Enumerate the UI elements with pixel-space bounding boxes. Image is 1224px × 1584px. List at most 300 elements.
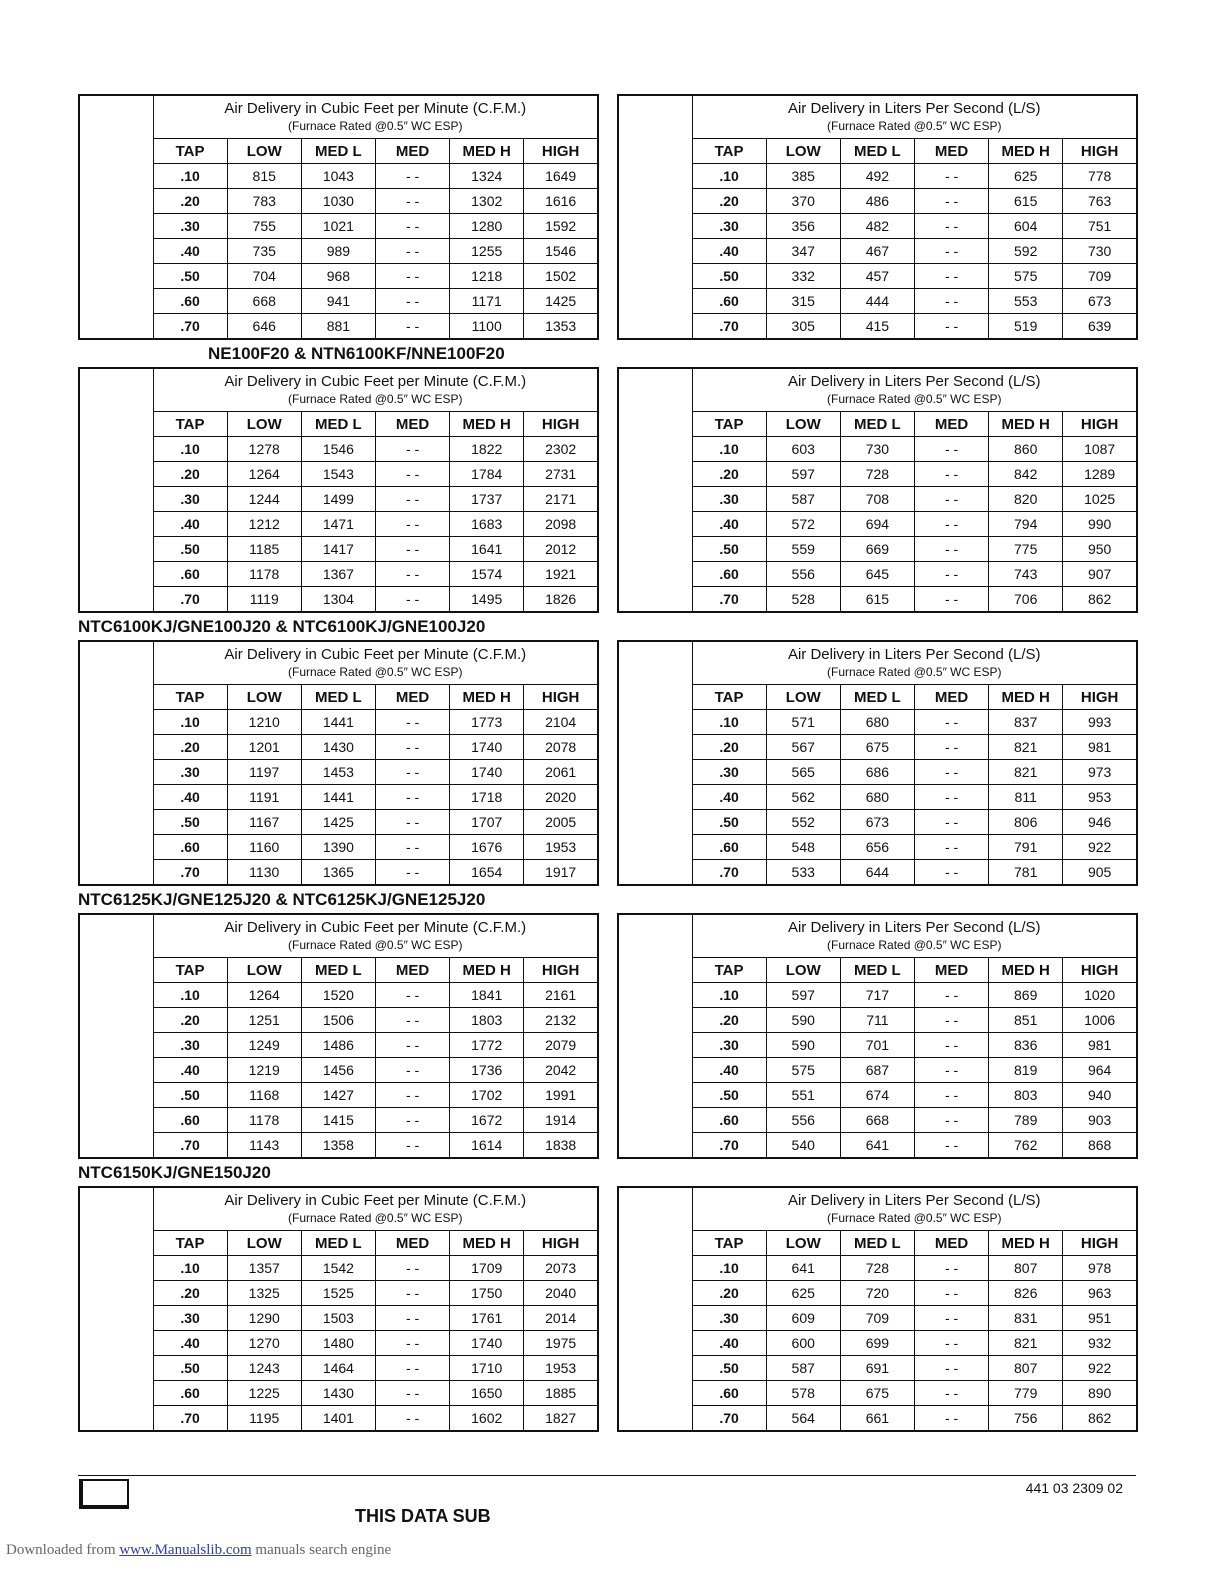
column-header: TAP <box>692 685 766 710</box>
value-cell: 1218 <box>450 264 524 289</box>
value-cell: 781 <box>989 860 1063 886</box>
value-cell: - - <box>375 983 449 1008</box>
value-cell: 332 <box>766 264 840 289</box>
value-cell: - - <box>375 1281 449 1306</box>
value-cell: 565 <box>766 760 840 785</box>
value-cell: 1171 <box>450 289 524 314</box>
tap-cell: .70 <box>153 587 227 613</box>
table-pair <box>78 367 1138 613</box>
value-cell: - - <box>914 1331 988 1356</box>
value-cell: 708 <box>840 487 914 512</box>
cfm-table <box>78 94 599 340</box>
value-cell: 821 <box>989 735 1063 760</box>
value-cell: 1025 <box>1063 487 1137 512</box>
value-cell: 656 <box>840 835 914 860</box>
value-cell: 1358 <box>301 1133 375 1159</box>
table-row <box>79 1331 598 1356</box>
value-cell: 590 <box>766 1008 840 1033</box>
value-cell: - - <box>375 437 449 462</box>
table-row <box>618 264 1137 289</box>
value-cell: 922 <box>1063 835 1137 860</box>
table-row <box>618 214 1137 239</box>
ls-header <box>692 641 1137 685</box>
table-row <box>618 537 1137 562</box>
column-header: HIGH <box>524 958 598 983</box>
table-row <box>79 239 598 264</box>
table-pair <box>78 94 1138 340</box>
column-header-row <box>618 685 1137 710</box>
value-cell: 1365 <box>301 860 375 886</box>
value-cell: - - <box>914 710 988 735</box>
ls-table <box>617 94 1138 340</box>
value-cell: 1683 <box>450 512 524 537</box>
blank-cell <box>79 368 153 612</box>
value-cell: 551 <box>766 1083 840 1108</box>
column-header: LOW <box>766 958 840 983</box>
cfm-table <box>78 367 599 613</box>
cfm-header <box>153 95 598 139</box>
table-title: Air Delivery in Liters Per Second (L/S) <box>787 646 1041 663</box>
value-cell: 1043 <box>301 164 375 189</box>
value-cell: 1740 <box>450 735 524 760</box>
value-cell: - - <box>914 1133 988 1159</box>
value-cell: 1736 <box>450 1058 524 1083</box>
value-cell: 2104 <box>524 710 598 735</box>
value-cell: 572 <box>766 512 840 537</box>
value-cell: 1427 <box>301 1083 375 1108</box>
value-cell: - - <box>914 264 988 289</box>
table-row <box>79 487 598 512</box>
value-cell: 1574 <box>450 562 524 587</box>
blank-cell <box>618 641 692 885</box>
table-subtitle: (Furnace Rated @0.5″ WC ESP) <box>288 392 463 406</box>
column-header: MED L <box>840 139 914 164</box>
value-cell: 953 <box>1063 785 1137 810</box>
ls-header <box>692 1187 1137 1231</box>
value-cell: 837 <box>989 710 1063 735</box>
table-pair <box>78 1186 1138 1432</box>
tap-cell: .30 <box>153 214 227 239</box>
value-cell: 1415 <box>301 1108 375 1133</box>
value-cell: 1119 <box>227 587 301 613</box>
value-cell: 728 <box>840 1256 914 1281</box>
value-cell: 709 <box>1063 264 1137 289</box>
column-header: MED <box>375 1231 449 1256</box>
tap-cell: .40 <box>692 512 766 537</box>
tap-cell: .30 <box>692 487 766 512</box>
tap-cell: .10 <box>692 1256 766 1281</box>
value-cell: 1822 <box>450 437 524 462</box>
value-cell: 842 <box>989 462 1063 487</box>
cfm-header <box>153 641 598 685</box>
column-header: MED H <box>450 685 524 710</box>
table-title: Air Delivery in Cubic Feet per Minute (C.F.M.) <box>224 100 527 117</box>
table-row <box>618 735 1137 760</box>
tap-cell: .60 <box>153 289 227 314</box>
column-header: TAP <box>692 139 766 164</box>
value-cell: - - <box>914 537 988 562</box>
value-cell: 756 <box>989 1406 1063 1432</box>
tap-cell: .70 <box>692 1133 766 1159</box>
value-cell: 819 <box>989 1058 1063 1083</box>
value-cell: 1441 <box>301 785 375 810</box>
value-cell: 1546 <box>301 437 375 462</box>
column-header: MED <box>375 958 449 983</box>
value-cell: 946 <box>1063 810 1137 835</box>
value-cell: - - <box>375 264 449 289</box>
table-row <box>79 537 598 562</box>
value-cell: 571 <box>766 710 840 735</box>
value-cell: 1006 <box>1063 1008 1137 1033</box>
value-cell: 548 <box>766 835 840 860</box>
value-cell: 1543 <box>301 462 375 487</box>
table-row <box>79 314 598 340</box>
tap-cell: .40 <box>153 785 227 810</box>
blank-cell <box>79 914 153 1158</box>
value-cell: 1546 <box>524 239 598 264</box>
value-cell: 869 <box>989 983 1063 1008</box>
value-cell: - - <box>914 810 988 835</box>
value-cell: - - <box>914 1083 988 1108</box>
column-header: LOW <box>227 1231 301 1256</box>
value-cell: 1178 <box>227 1108 301 1133</box>
value-cell: 1953 <box>524 1356 598 1381</box>
value-cell: - - <box>375 587 449 613</box>
value-cell: 981 <box>1063 735 1137 760</box>
column-header: MED <box>375 139 449 164</box>
value-cell: 704 <box>227 264 301 289</box>
tap-cell: .40 <box>153 512 227 537</box>
value-cell: 1030 <box>301 189 375 214</box>
value-cell: 1499 <box>301 487 375 512</box>
table-row <box>618 587 1137 613</box>
value-cell: 1542 <box>301 1256 375 1281</box>
value-cell: 668 <box>840 1108 914 1133</box>
value-cell: 2078 <box>524 735 598 760</box>
value-cell: 783 <box>227 189 301 214</box>
value-cell: 789 <box>989 1108 1063 1133</box>
column-header: MED H <box>450 139 524 164</box>
value-cell: 675 <box>840 735 914 760</box>
column-header: TAP <box>692 958 766 983</box>
value-cell: 1480 <box>301 1331 375 1356</box>
column-header: MED L <box>301 139 375 164</box>
column-header: MED H <box>450 412 524 437</box>
tap-cell: .20 <box>692 189 766 214</box>
value-cell: 709 <box>840 1306 914 1331</box>
column-header: MED L <box>840 412 914 437</box>
value-cell: 973 <box>1063 760 1137 785</box>
value-cell: 826 <box>989 1281 1063 1306</box>
value-cell: 1430 <box>301 735 375 760</box>
table-title: Air Delivery in Cubic Feet per Minute (C.F.M.) <box>224 646 527 663</box>
tap-cell: .40 <box>692 785 766 810</box>
value-cell: 951 <box>1063 1306 1137 1331</box>
value-cell: 2132 <box>524 1008 598 1033</box>
value-cell: - - <box>375 239 449 264</box>
column-header: LOW <box>766 1231 840 1256</box>
tap-cell: .50 <box>692 264 766 289</box>
cfm-table <box>78 913 599 1159</box>
value-cell: 641 <box>766 1256 840 1281</box>
value-cell: 597 <box>766 462 840 487</box>
tap-cell: .40 <box>692 239 766 264</box>
value-cell: - - <box>914 587 988 613</box>
column-header: HIGH <box>524 139 598 164</box>
value-cell: 1525 <box>301 1281 375 1306</box>
value-cell: 1614 <box>450 1133 524 1159</box>
table-row <box>79 462 598 487</box>
value-cell: 600 <box>766 1331 840 1356</box>
value-cell: - - <box>375 1306 449 1331</box>
value-cell: 778 <box>1063 164 1137 189</box>
value-cell: - - <box>914 1108 988 1133</box>
blank-cell <box>79 641 153 885</box>
value-cell: 1244 <box>227 487 301 512</box>
value-cell: 706 <box>989 587 1063 613</box>
table-subtitle: (Furnace Rated @0.5″ WC ESP) <box>288 665 463 679</box>
table-row <box>618 1008 1137 1033</box>
value-cell: 964 <box>1063 1058 1137 1083</box>
value-cell: - - <box>914 1381 988 1406</box>
tap-cell: .60 <box>153 835 227 860</box>
blank-cell <box>79 1187 153 1431</box>
table-row <box>618 1058 1137 1083</box>
tap-cell: .60 <box>153 1108 227 1133</box>
value-cell: 492 <box>840 164 914 189</box>
value-cell: 1885 <box>524 1381 598 1406</box>
tap-cell: .50 <box>153 810 227 835</box>
value-cell: - - <box>375 164 449 189</box>
column-header: MED <box>914 412 988 437</box>
value-cell: 1506 <box>301 1008 375 1033</box>
value-cell: 1195 <box>227 1406 301 1432</box>
value-cell: 1503 <box>301 1306 375 1331</box>
value-cell: 603 <box>766 437 840 462</box>
download-line <box>6 1542 391 1559</box>
value-cell: 1750 <box>450 1281 524 1306</box>
tap-cell: .10 <box>692 437 766 462</box>
column-header: MED L <box>840 1231 914 1256</box>
value-cell: 2014 <box>524 1306 598 1331</box>
tap-cell: .10 <box>153 1256 227 1281</box>
value-cell: - - <box>914 1033 988 1058</box>
value-cell: 2061 <box>524 760 598 785</box>
column-header: MED L <box>840 685 914 710</box>
value-cell: 1021 <box>301 214 375 239</box>
column-header: MED L <box>301 685 375 710</box>
column-header: HIGH <box>524 685 598 710</box>
value-cell: 686 <box>840 760 914 785</box>
value-cell: 567 <box>766 735 840 760</box>
value-cell: 862 <box>1087 591 1112 607</box>
value-cell: 1243 <box>227 1356 301 1381</box>
table-sections <box>78 94 1138 1432</box>
value-cell: 791 <box>989 835 1063 860</box>
value-cell: 751 <box>1063 214 1137 239</box>
value-cell: - - <box>914 1406 988 1432</box>
table-row <box>79 437 598 462</box>
value-cell: 1803 <box>450 1008 524 1033</box>
value-cell: - - <box>375 562 449 587</box>
value-cell: 730 <box>840 437 914 462</box>
table-subtitle: (Furnace Rated @0.5″ WC ESP) <box>827 392 1002 406</box>
column-header: TAP <box>153 139 227 164</box>
table-row <box>618 512 1137 537</box>
value-cell: 315 <box>766 289 840 314</box>
table-row <box>79 835 598 860</box>
table-row <box>79 1058 598 1083</box>
table-row <box>79 1133 598 1159</box>
value-cell: 687 <box>840 1058 914 1083</box>
value-cell: 615 <box>989 189 1063 214</box>
value-cell: 1353 <box>545 318 577 334</box>
value-cell: 646 <box>227 314 301 340</box>
column-header: LOW <box>227 412 301 437</box>
value-cell: 820 <box>989 487 1063 512</box>
value-cell: - - <box>375 810 449 835</box>
value-cell: - - <box>375 1033 449 1058</box>
value-cell: 851 <box>989 1008 1063 1033</box>
tap-cell: .20 <box>153 462 227 487</box>
tap-cell: .60 <box>692 1381 766 1406</box>
column-header: LOW <box>227 958 301 983</box>
column-header: MED <box>914 958 988 983</box>
tap-cell: .20 <box>153 189 227 214</box>
value-cell: 1143 <box>227 1133 301 1159</box>
value-cell: 821 <box>989 1331 1063 1356</box>
table-row <box>79 1406 598 1432</box>
value-cell: - - <box>914 462 988 487</box>
value-cell: - - <box>914 835 988 860</box>
value-cell: 1702 <box>450 1083 524 1108</box>
table-subtitle: (Furnace Rated @0.5″ WC ESP) <box>288 1211 463 1225</box>
value-cell: 587 <box>766 1356 840 1381</box>
value-cell: 1718 <box>450 785 524 810</box>
value-cell: 779 <box>989 1381 1063 1406</box>
tap-cell: .50 <box>153 537 227 562</box>
value-cell: 890 <box>1063 1381 1137 1406</box>
tap-cell: .60 <box>692 562 766 587</box>
value-cell: - - <box>914 760 988 785</box>
value-cell: 905 <box>1087 864 1112 880</box>
value-cell: 673 <box>1063 289 1137 314</box>
value-cell: - - <box>375 314 449 340</box>
value-cell: 755 <box>227 214 301 239</box>
table-row <box>79 1256 598 1281</box>
value-cell: 575 <box>766 1058 840 1083</box>
table-row <box>79 810 598 835</box>
table-row <box>79 983 598 1008</box>
value-cell: 1502 <box>524 264 598 289</box>
tap-cell: .20 <box>153 1008 227 1033</box>
table-pair <box>78 913 1138 1159</box>
table-row <box>79 289 598 314</box>
column-header-row <box>79 412 598 437</box>
value-cell: 699 <box>840 1331 914 1356</box>
table-pair <box>78 640 1138 886</box>
value-cell: 1453 <box>301 760 375 785</box>
value-cell: 1602 <box>450 1406 524 1432</box>
value-cell: 533 <box>766 860 840 886</box>
table-row <box>618 710 1137 735</box>
value-cell: 2020 <box>524 785 598 810</box>
value-cell: 806 <box>989 810 1063 835</box>
value-cell: 868 <box>1087 1137 1112 1153</box>
value-cell: 1921 <box>524 562 598 587</box>
column-header: TAP <box>692 412 766 437</box>
value-cell: 1917 <box>545 864 577 880</box>
value-cell: 763 <box>1063 189 1137 214</box>
column-header-row <box>618 139 1137 164</box>
value-cell: 807 <box>989 1356 1063 1381</box>
tap-cell: .20 <box>692 1008 766 1033</box>
blank-cell <box>618 95 692 339</box>
value-cell: 968 <box>301 264 375 289</box>
manualslib-link[interactable]: www.Manualslib.com <box>119 1542 252 1558</box>
tap-cell: .60 <box>692 1108 766 1133</box>
tap-cell: .20 <box>692 735 766 760</box>
value-cell: 562 <box>766 785 840 810</box>
value-cell: - - <box>375 487 449 512</box>
value-cell: 1201 <box>227 735 301 760</box>
table-row <box>79 785 598 810</box>
column-header: MED <box>914 685 988 710</box>
value-cell: 717 <box>840 983 914 1008</box>
value-cell: 1417 <box>301 537 375 562</box>
value-cell: 691 <box>840 1356 914 1381</box>
value-cell: 1168 <box>227 1083 301 1108</box>
table-row <box>618 1133 1137 1159</box>
value-cell: 592 <box>989 239 1063 264</box>
section-title: NTC6125KJ/GNE125J20 & NTC6125KJ/GNE125J20 <box>78 890 486 909</box>
value-cell: - - <box>914 1281 988 1306</box>
value-cell: 1740 <box>450 1331 524 1356</box>
value-cell: 604 <box>989 214 1063 239</box>
value-cell: - - <box>375 785 449 810</box>
table-row <box>79 189 598 214</box>
value-cell: 1520 <box>301 983 375 1008</box>
value-cell: - - <box>375 1406 449 1432</box>
value-cell: 1255 <box>450 239 524 264</box>
value-cell: 1740 <box>450 760 524 785</box>
table-row <box>618 1108 1137 1133</box>
column-header: MED H <box>989 685 1063 710</box>
value-cell: 668 <box>227 289 301 314</box>
value-cell: 467 <box>840 239 914 264</box>
column-header: LOW <box>766 412 840 437</box>
value-cell: 641 <box>840 1133 914 1159</box>
value-cell: 1495 <box>450 587 524 613</box>
column-header: MED H <box>989 412 1063 437</box>
column-header: HIGH <box>524 412 598 437</box>
table-row <box>79 214 598 239</box>
table-row <box>618 1083 1137 1108</box>
ls-table <box>617 367 1138 613</box>
value-cell: 1914 <box>524 1108 598 1133</box>
value-cell: 811 <box>989 785 1063 810</box>
tap-cell: .10 <box>153 983 227 1008</box>
value-cell: 1672 <box>450 1108 524 1133</box>
table-row <box>618 983 1137 1008</box>
table-row <box>79 1281 598 1306</box>
column-header: MED H <box>450 1231 524 1256</box>
value-cell: 356 <box>766 214 840 239</box>
value-cell: - - <box>914 860 988 886</box>
value-cell: - - <box>375 1356 449 1381</box>
table-row <box>79 1083 598 1108</box>
value-cell: 694 <box>840 512 914 537</box>
